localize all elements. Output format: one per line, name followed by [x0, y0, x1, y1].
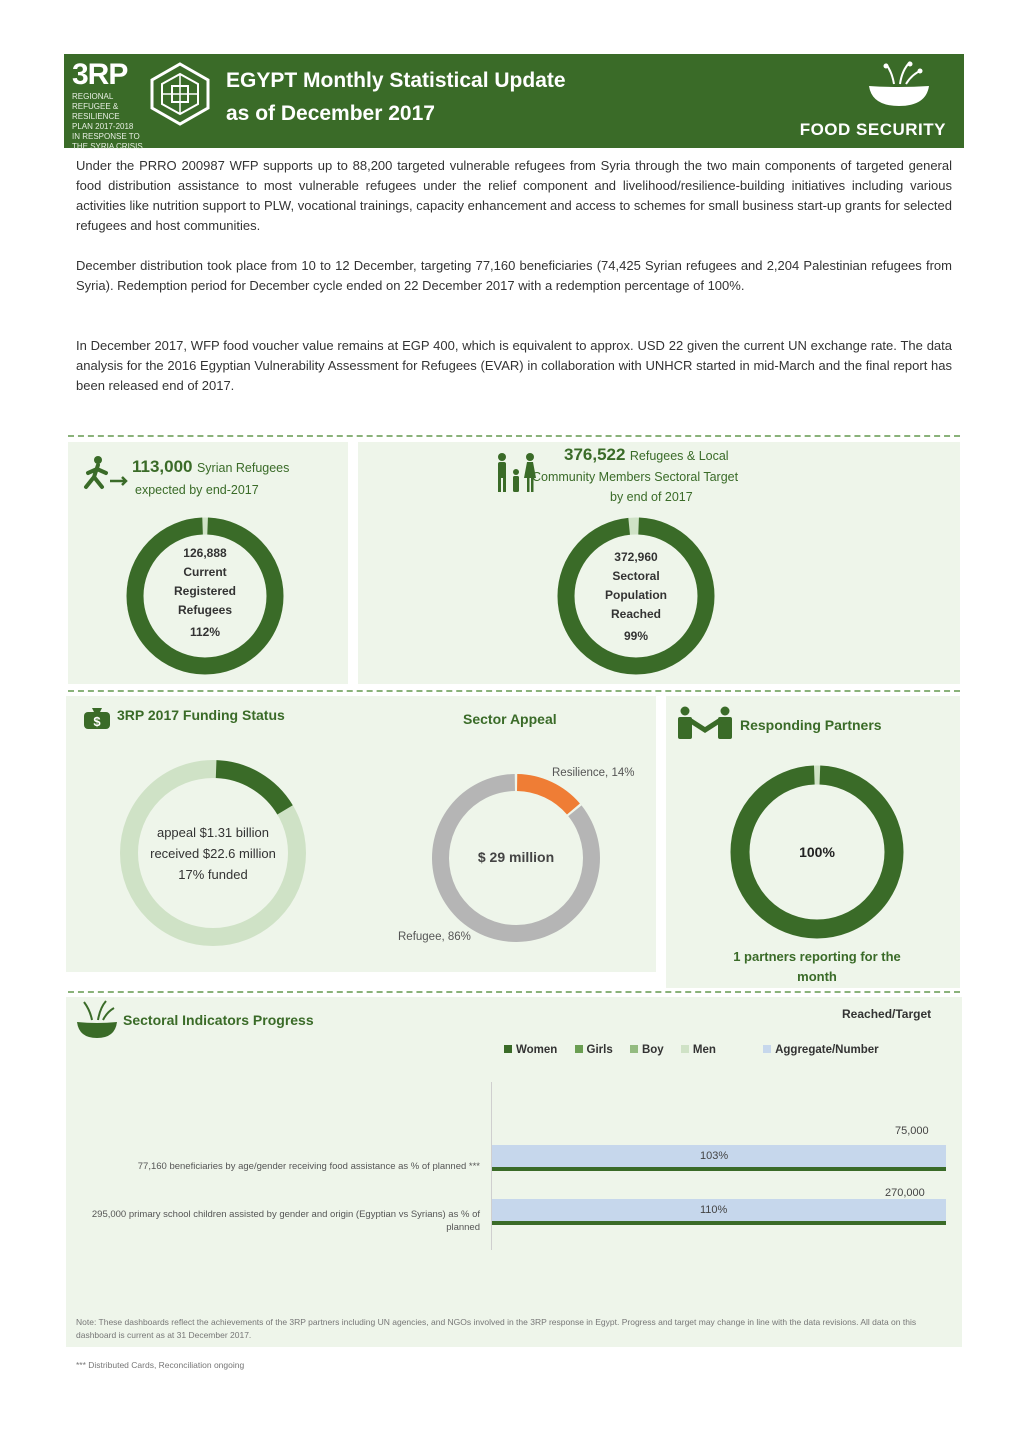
community-ring-text — [581, 548, 691, 646]
funding-text — [128, 822, 298, 885]
legend-aggregate — [763, 1044, 879, 1056]
partners-caption — [700, 947, 934, 987]
legend-label: Men — [692, 1044, 716, 1056]
syrian-ring-line1: Current — [183, 565, 227, 579]
legend-women — [504, 1044, 557, 1056]
intro-paragraph-1: Under the PRRO 200987 WFP supports up to 88,200 targeted vulnerable refugees from Syria through the two main components of targeted general food distribution assistance to most vulnerable refugees under the relief component and livelihood/resilience-building initiatives including various activities like nutrition support to PLW, vocational trainings, capacity enhancement and access to schemes for small business start-up grants for selected refugees and host communities. — [76, 158, 952, 233]
handshake-icon — [676, 706, 734, 740]
indicator-underline-1 — [492, 1167, 946, 1171]
partners-caption-line1: 1 partners reporting for the — [733, 949, 901, 964]
indicators-title: Sectoral Indicators Progress — [123, 1012, 314, 1028]
svg-text:$: $ — [93, 714, 101, 729]
indicator-label-2: 295,000 primary school children assisted by gender and origin (Egyptian vs Syrians) as % of planned — [91, 1209, 480, 1233]
logo-3rp: 3RP — [72, 58, 128, 91]
syrian-ring-line3: Refugees — [177, 603, 233, 617]
logo-subtitle: REGIONAL REFUGEE & RESILIENCE PLAN 2017-2018 IN RESPONSE TO THE SYRIA CRISIS — [72, 92, 143, 151]
indicator-pct-1: 103% — [700, 1150, 729, 1162]
funding-line1: appeal $1.31 billion — [156, 825, 270, 840]
funding-line3: 17% funded — [178, 867, 248, 882]
legend-label: Aggregate/Number — [775, 1044, 879, 1056]
appeal-label-resilience: Resilience, 14% — [552, 767, 635, 779]
money-bag-icon — [82, 702, 112, 730]
community-ring-value: 372,960 — [614, 550, 658, 564]
header-banner — [64, 54, 964, 151]
legend-label: Boy — [641, 1044, 664, 1056]
legend-girls — [575, 1044, 613, 1056]
appeal-center: $ 29 million — [477, 849, 555, 865]
legend-swatch — [504, 1045, 512, 1053]
legend-swatch — [630, 1045, 638, 1053]
legend-men — [681, 1044, 716, 1056]
community-label: Refugees & Local — [629, 449, 729, 463]
community-ring-line2: Population — [605, 588, 667, 602]
community-line2: Community Members Sectoral Target — [532, 470, 739, 484]
divider — [68, 991, 960, 993]
syrian-ring-value: 126,888 — [183, 546, 227, 560]
syrian-sub: expected by end-2017 — [135, 483, 259, 497]
legend-boy — [630, 1044, 664, 1056]
indicator-target-2: 270,000 — [885, 1187, 925, 1199]
syrian-number: 113,000 — [132, 457, 193, 476]
legend-label: Girls — [586, 1044, 613, 1056]
page-title: EGYPT Monthly Statistical Update — [226, 69, 566, 92]
partners-center: 100% — [799, 844, 835, 860]
appeal-title: Sector Appeal — [463, 711, 557, 727]
community-number: 376,522 — [564, 445, 626, 464]
appeal-slice-resilience — [517, 774, 580, 815]
logo-emblem-icon — [148, 62, 212, 126]
appeal-label-refugee: Refugee, 86% — [398, 931, 471, 943]
page-subtitle: as of December 2017 — [226, 102, 435, 125]
partners-caption-line2: month — [797, 969, 837, 984]
food-bowl-icon — [74, 998, 120, 1042]
community-line3: by end of 2017 — [610, 490, 693, 504]
syrian-ring-line2: Registered — [173, 584, 237, 598]
footnote-text: *** Distributed Cards, Reconciliation ongoing — [76, 1360, 245, 1370]
divider — [68, 435, 960, 437]
indicator-target-1: 75,000 — [895, 1125, 929, 1137]
indicators-right-header: Reached/Target — [842, 1007, 932, 1021]
food-bowl-icon — [864, 58, 934, 110]
syrian-ring-text — [150, 544, 260, 642]
divider — [68, 690, 960, 692]
indicator-label-1: 77,160 beneficiaries by age/gender receiving food assistance as % of planned *** — [137, 1161, 480, 1172]
intro-paragraph-2: December distribution took place from 10 to 12 December, targeting 77,160 beneficiaries (74,425 Syrian refugees and 2,204 Palestinian refugees from Syria). Redemption period for December cycle ended on 22 December 2017 with a redemption percentage of 100%. — [76, 258, 952, 293]
community-headline — [564, 445, 729, 465]
intro-paragraph-3: In December 2017, WFP food voucher value remains at EGP 400, which is equivalent to approx. USD 22 given the current UN exchange rate. The data analysis for the 2016 Egyptian Vulnerability Assessment for Refugees (EVAR) in collaboration with UNHCR started in mid-March and the final report has been released end of 2017. — [76, 338, 952, 393]
syrian-headline — [132, 457, 289, 477]
indicator-underline-2 — [492, 1221, 946, 1225]
funding-line2: received $22.6 million — [150, 846, 276, 861]
community-ring-pct: 99% — [623, 629, 649, 643]
sector-label: FOOD SECURITY — [799, 120, 946, 139]
legend-swatch — [575, 1045, 583, 1053]
legend-label: Women — [516, 1044, 558, 1056]
legend-swatch — [681, 1045, 689, 1053]
partners-title: Responding Partners — [740, 717, 882, 733]
indicator-pct-2: 110% — [700, 1204, 728, 1216]
community-ring-line1: Sectoral — [612, 569, 660, 583]
walking-person-icon — [82, 455, 130, 491]
community-ring-line3: Reached — [610, 607, 662, 621]
syrian-ring-pct: 112% — [189, 625, 221, 639]
note-text: Note: These dashboards reflect the achievements of the 3RP partners including UN agencies, and NGOs involved in the 3RP response in Egypt. Progress and target may change in line with the data revisions. All data on this dashboard is current as at 31 December 2017. — [76, 1317, 917, 1340]
indicators-legend — [504, 1044, 879, 1056]
syrian-label: Syrian Refugees — [196, 461, 290, 475]
legend-swatch — [763, 1045, 771, 1053]
funding-title: 3RP 2017 Funding Status — [117, 707, 285, 723]
